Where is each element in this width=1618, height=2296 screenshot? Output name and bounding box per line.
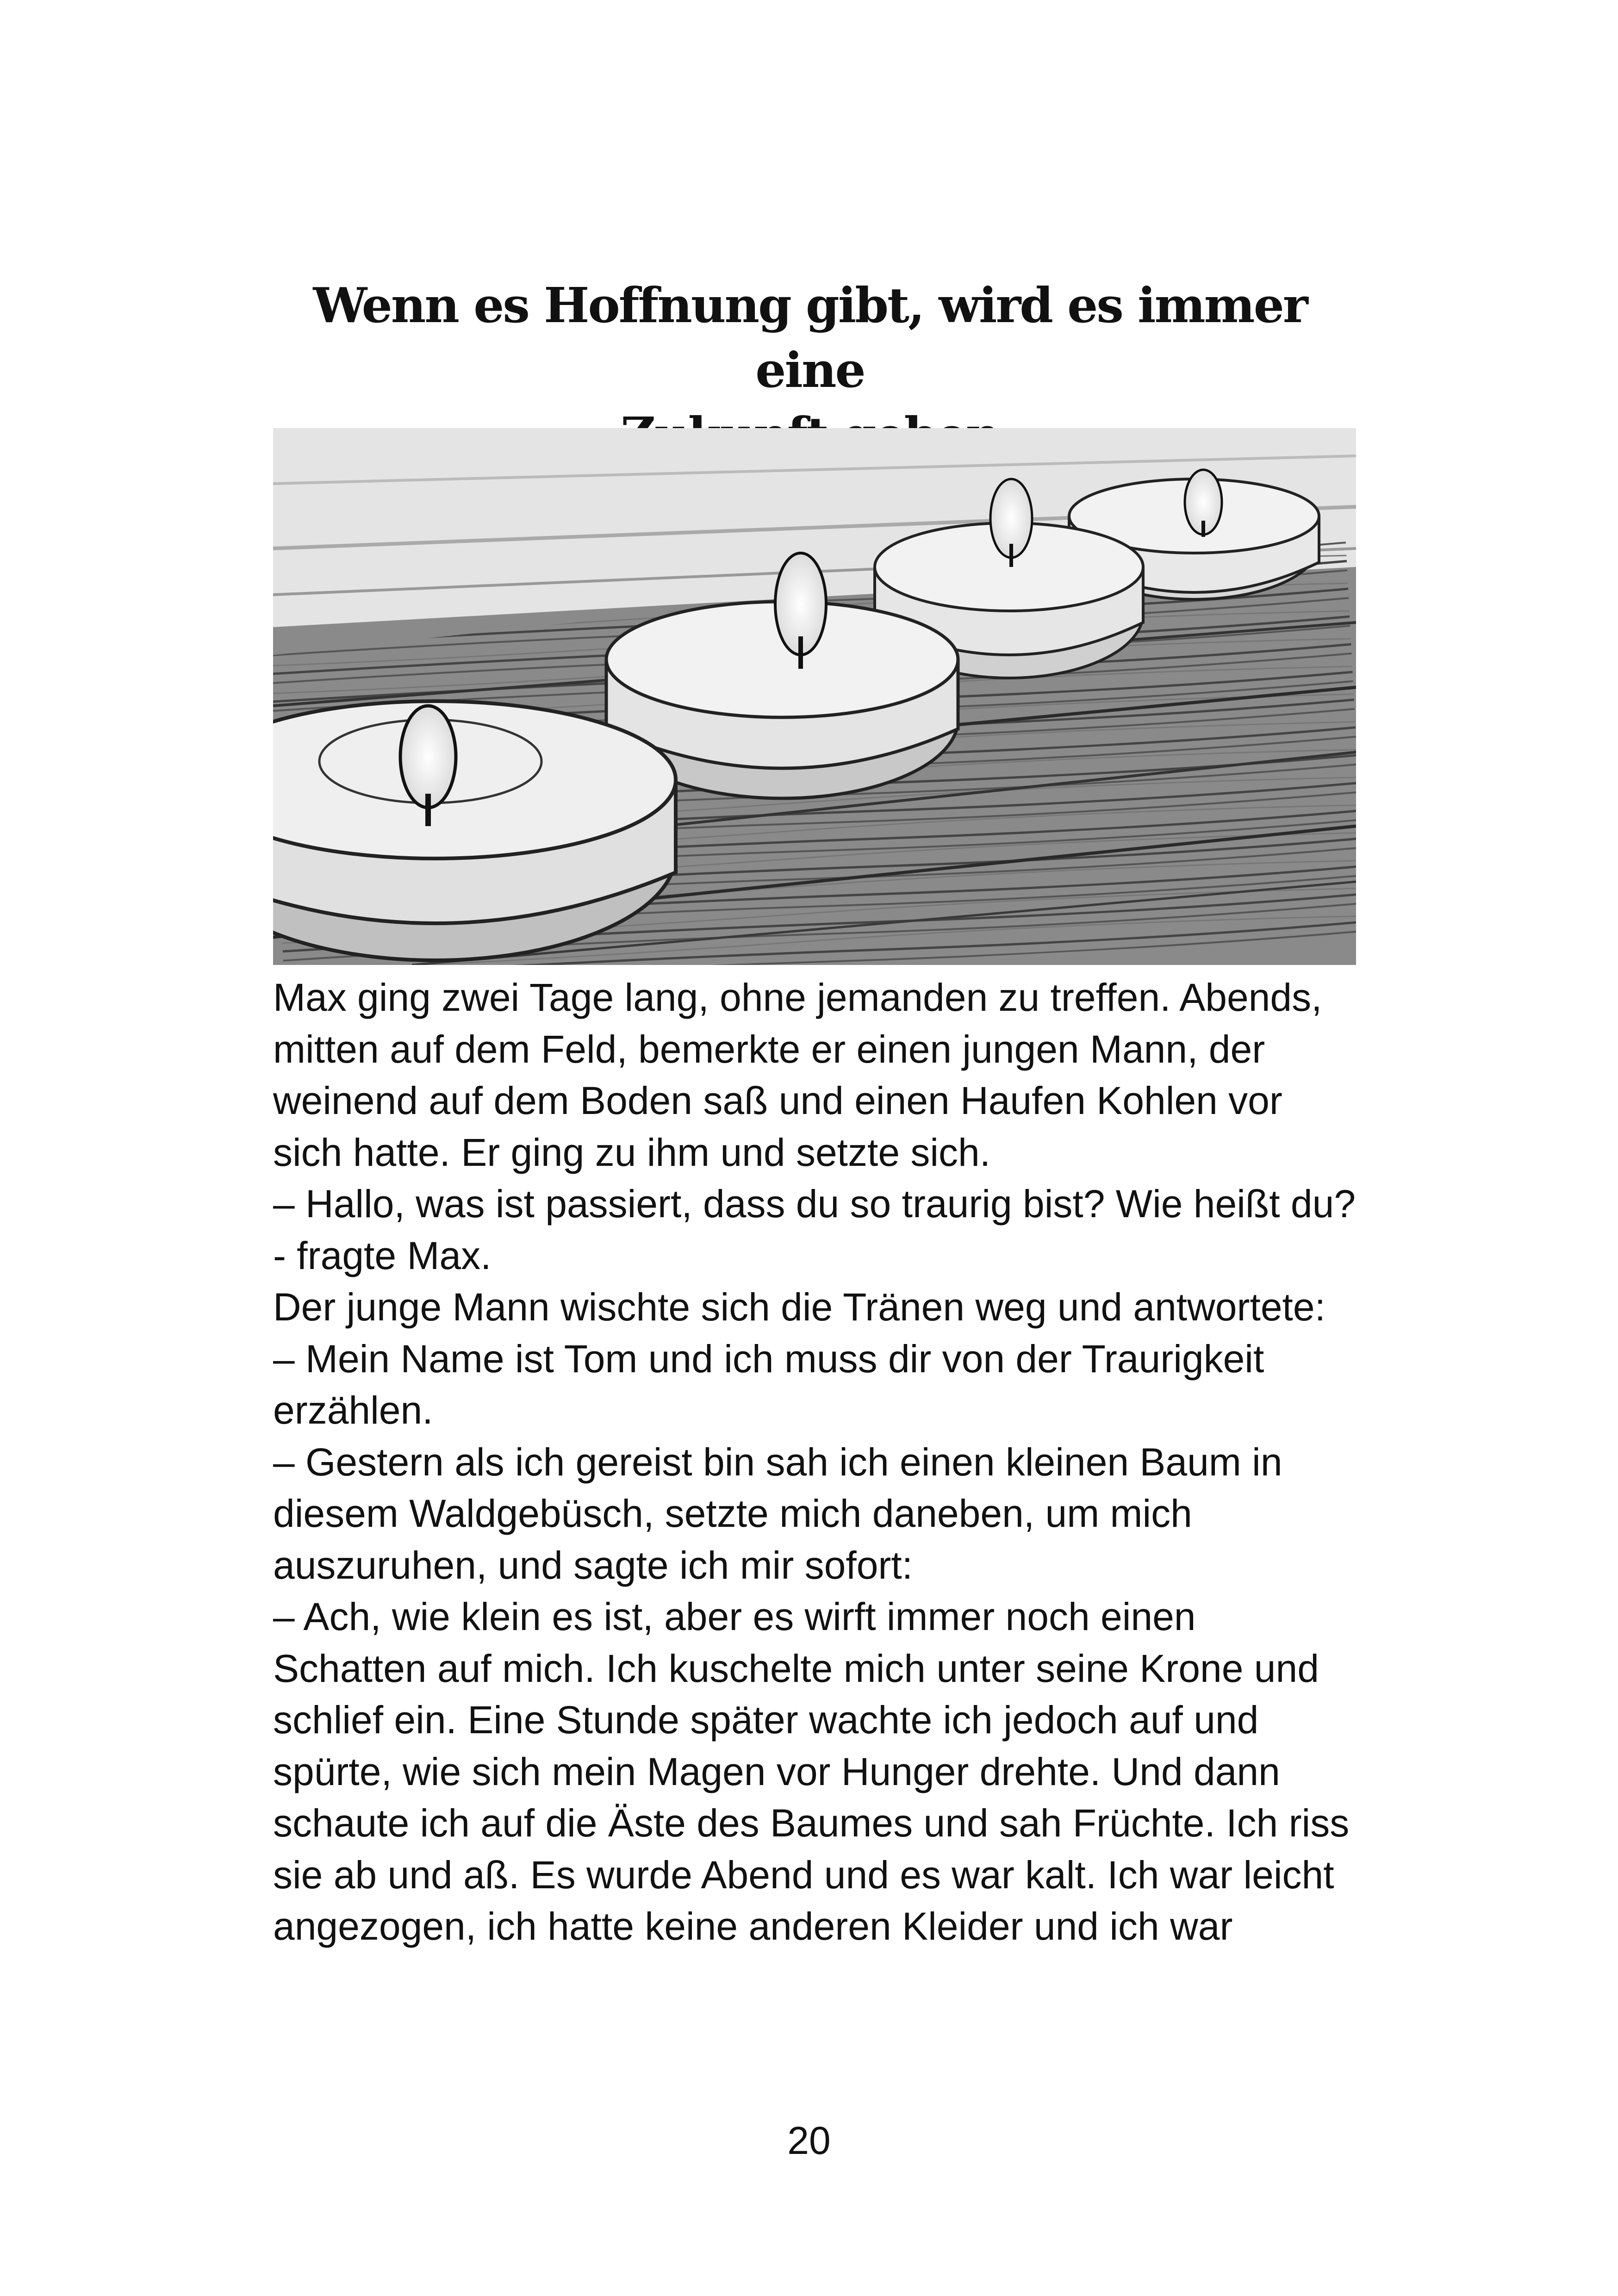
text-line: spürte, wie sich mein Magen vor Hunger drehte. Und dann <box>273 1749 1280 1793</box>
text-line: – Hallo, was ist passiert, dass du so traurig bist? Wie heißt du? <box>273 1182 1356 1226</box>
text-line: diesem Waldgebüsch, setzte mich daneben, um mich <box>273 1492 1192 1535</box>
candles-illustration <box>273 428 1356 965</box>
text-line: – Ach, wie klein es ist, aber es wirft immer noch einen <box>273 1595 1196 1638</box>
text-line: auszuruhen, und sagte ich mir sofort: <box>273 1543 913 1587</box>
text-line: sich hatte. Er ging zu ihm und setzte sich. <box>273 1130 991 1174</box>
text-line: mitten auf dem Feld, bemerkte er einen jungen Mann, der <box>273 1027 1265 1071</box>
text-line: Der junge Mann wischte sich die Tränen weg und antwortete: <box>273 1285 1326 1329</box>
text-line: - fragte Max. <box>273 1233 492 1277</box>
text-line: – Gestern als ich gereist bin sah ich einen kleinen Baum in <box>273 1440 1282 1484</box>
text-line: – Mein Name ist Tom und ich muss dir von der Traurigkeit <box>273 1337 1264 1381</box>
text-line: Max ging zwei Tage lang, ohne jemanden zu treffen. Abends, <box>273 976 1322 1019</box>
tea-light-candles-sketch-icon <box>273 428 1356 965</box>
text-line: erzählen. <box>273 1388 433 1432</box>
text-line: sie ab und aß. Es wurde Abend und es war kalt. Ich war leicht <box>273 1853 1334 1897</box>
text-line: angezogen, ich hatte keine anderen Kleider und ich war <box>273 1904 1233 1948</box>
text-line: schaute ich auf die Äste des Baumes und sah Früchte. Ich riss <box>273 1801 1350 1845</box>
text-line: Schatten auf mich. Ich kuschelte mich unter seine Krone und <box>273 1646 1319 1690</box>
story-text <box>273 972 1365 1953</box>
page-number: 20 <box>787 2119 831 2162</box>
text-line: schlief ein. Eine Stunde später wachte ich jedoch auf und <box>273 1698 1259 1742</box>
text-line: weinend auf dem Boden saß und einen Haufen Kohlen vor <box>273 1079 1282 1122</box>
chapter-title-line-1: Wenn es Hoffnung gibt, wird es immer eine <box>313 277 1307 398</box>
